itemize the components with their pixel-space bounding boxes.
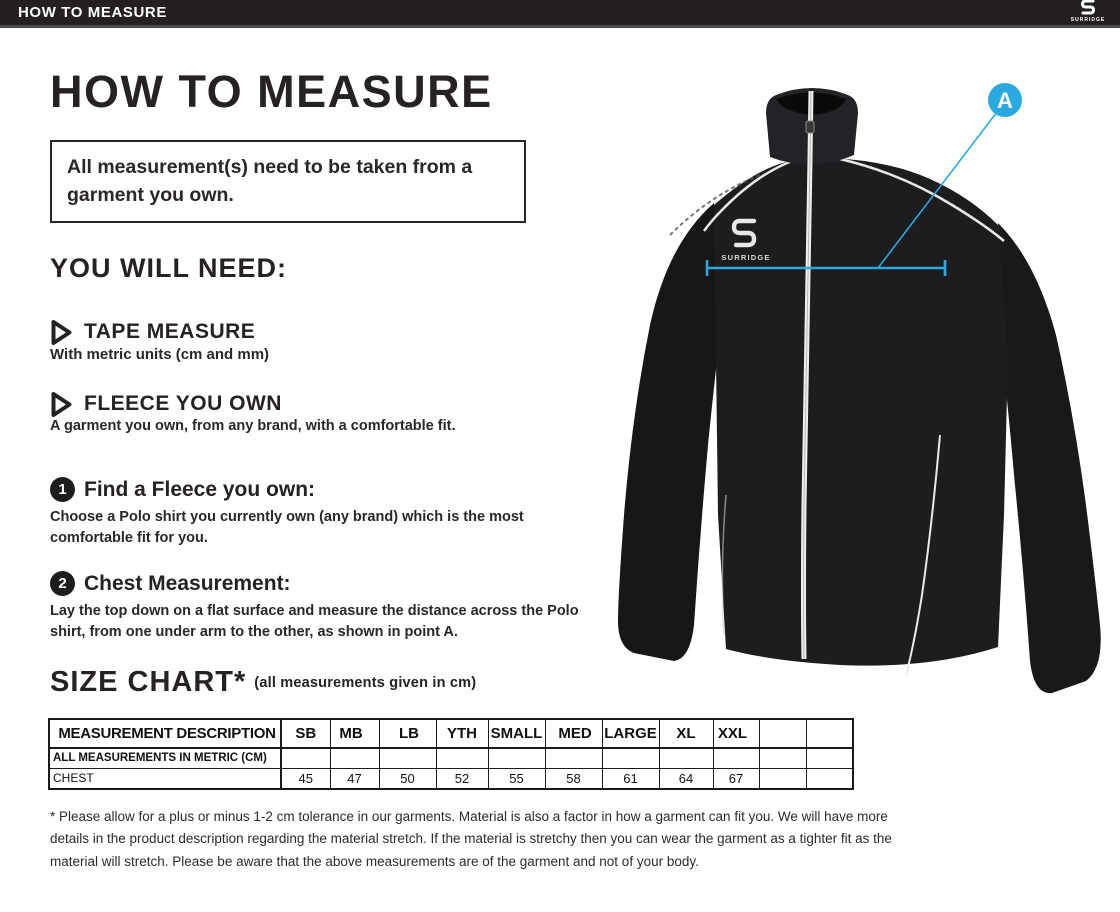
table-cell [545,748,602,768]
step-description: Choose a Polo shirt you currently own (any brand) which is the most comfortable fit for you. [50,509,524,546]
column-header: SB [281,719,330,748]
step-number-badge [50,571,75,596]
table-cell [806,748,853,768]
column-header: MB [330,719,379,748]
table-cell: 58 [545,768,602,789]
table-cell: 61 [602,768,659,789]
table-cell: CHEST [49,768,281,789]
column-header: XXL [713,719,759,748]
table-row [49,748,853,768]
zipper-pull [806,121,814,133]
chest-logo-wordmark: SURRIDGE [721,253,771,262]
table-cell: 55 [488,768,545,789]
column-header [759,719,806,748]
table-cell: 52 [436,768,488,789]
size-chart-subtitle: (all measurements given in cm) [254,675,477,691]
table-cell [759,748,806,768]
column-header: LB [379,719,436,748]
point-a-label: A [997,88,1013,113]
table-cell [713,748,759,768]
step-title: Chest Measurement: [84,572,291,595]
fleece-jacket-diagram [600,55,1120,705]
size-chart-table [48,718,854,790]
column-header: YTH [436,719,488,748]
table-cell [602,748,659,768]
column-header: XL [659,719,713,748]
header-title: HOW TO MEASURE [18,4,167,21]
table-row [49,768,853,789]
step-number-badge [50,477,75,502]
column-header: LARGE [602,719,659,748]
need-item-label: TAPE MEASURE [84,320,256,343]
table-cell [330,748,379,768]
surridge-logo-icon [1066,0,1110,25]
need-item-label: FLEECE YOU OWN [84,392,282,415]
table-cell [379,748,436,768]
need-item-description: A garment you own, from any brand, with a comfortable fit. [50,418,456,434]
column-header: SMALL [488,719,545,748]
step-title: Find a Fleece you own: [84,478,316,501]
column-header: MED [545,719,602,748]
measurement-note-box [50,140,526,223]
table-header-row [49,719,853,748]
column-header [806,719,853,748]
step-number: 2 [58,575,67,592]
jacket-left-sleeve [618,203,720,661]
table-cell [281,748,330,768]
triangle-bullet-icon [50,391,73,418]
table-cell: ALL MEASUREMENTS IN METRIC (CM) [49,748,281,768]
table-cell: 64 [659,768,713,789]
triangle-bullet-icon [50,319,73,346]
table-cell: 45 [281,768,330,789]
jacket-right-sleeve [998,223,1101,693]
column-header: MEASUREMENT DESCRIPTION [49,719,281,748]
tolerance-footnote: * Please allow for a plus or minus 1-2 cm tolerance in our garments. Material is also a factor in how a garment can fit you. We will have more details in the product description regarding the material stretch. If the material is stretchy then you can wear the garment as a tighter fit as the material will stretch. Please be aware that the above measurements are of the garment and not of your body. [50,809,892,869]
table-cell [488,748,545,768]
jacket-body [714,158,1008,666]
table-cell: 47 [330,768,379,789]
step-description: Lay the top down on a flat surface and measure the distance across the Polo shirt, from one under arm to the other, as shown in point A. [50,603,579,640]
measurement-note-text: All measurement(s) need to be taken from a garment you own. [67,156,473,206]
step-number: 1 [58,481,67,498]
point-a-marker [988,83,1022,117]
size-chart-heading [50,666,476,699]
table-cell [759,768,806,789]
table-cell [659,748,713,768]
need-item-description: With metric units (cm and mm) [50,346,270,363]
header-bar [0,0,1120,28]
table-cell [436,748,488,768]
logo-wordmark: SURRIDGE [1070,16,1106,23]
table-cell: 50 [379,768,436,789]
size-chart-title: SIZE CHART* [50,666,247,698]
table-cell [806,768,853,789]
table-cell: 67 [713,768,759,789]
you-will-need-heading: YOU WILL NEED: [50,253,288,283]
page-title: HOW TO MEASURE [50,66,493,117]
